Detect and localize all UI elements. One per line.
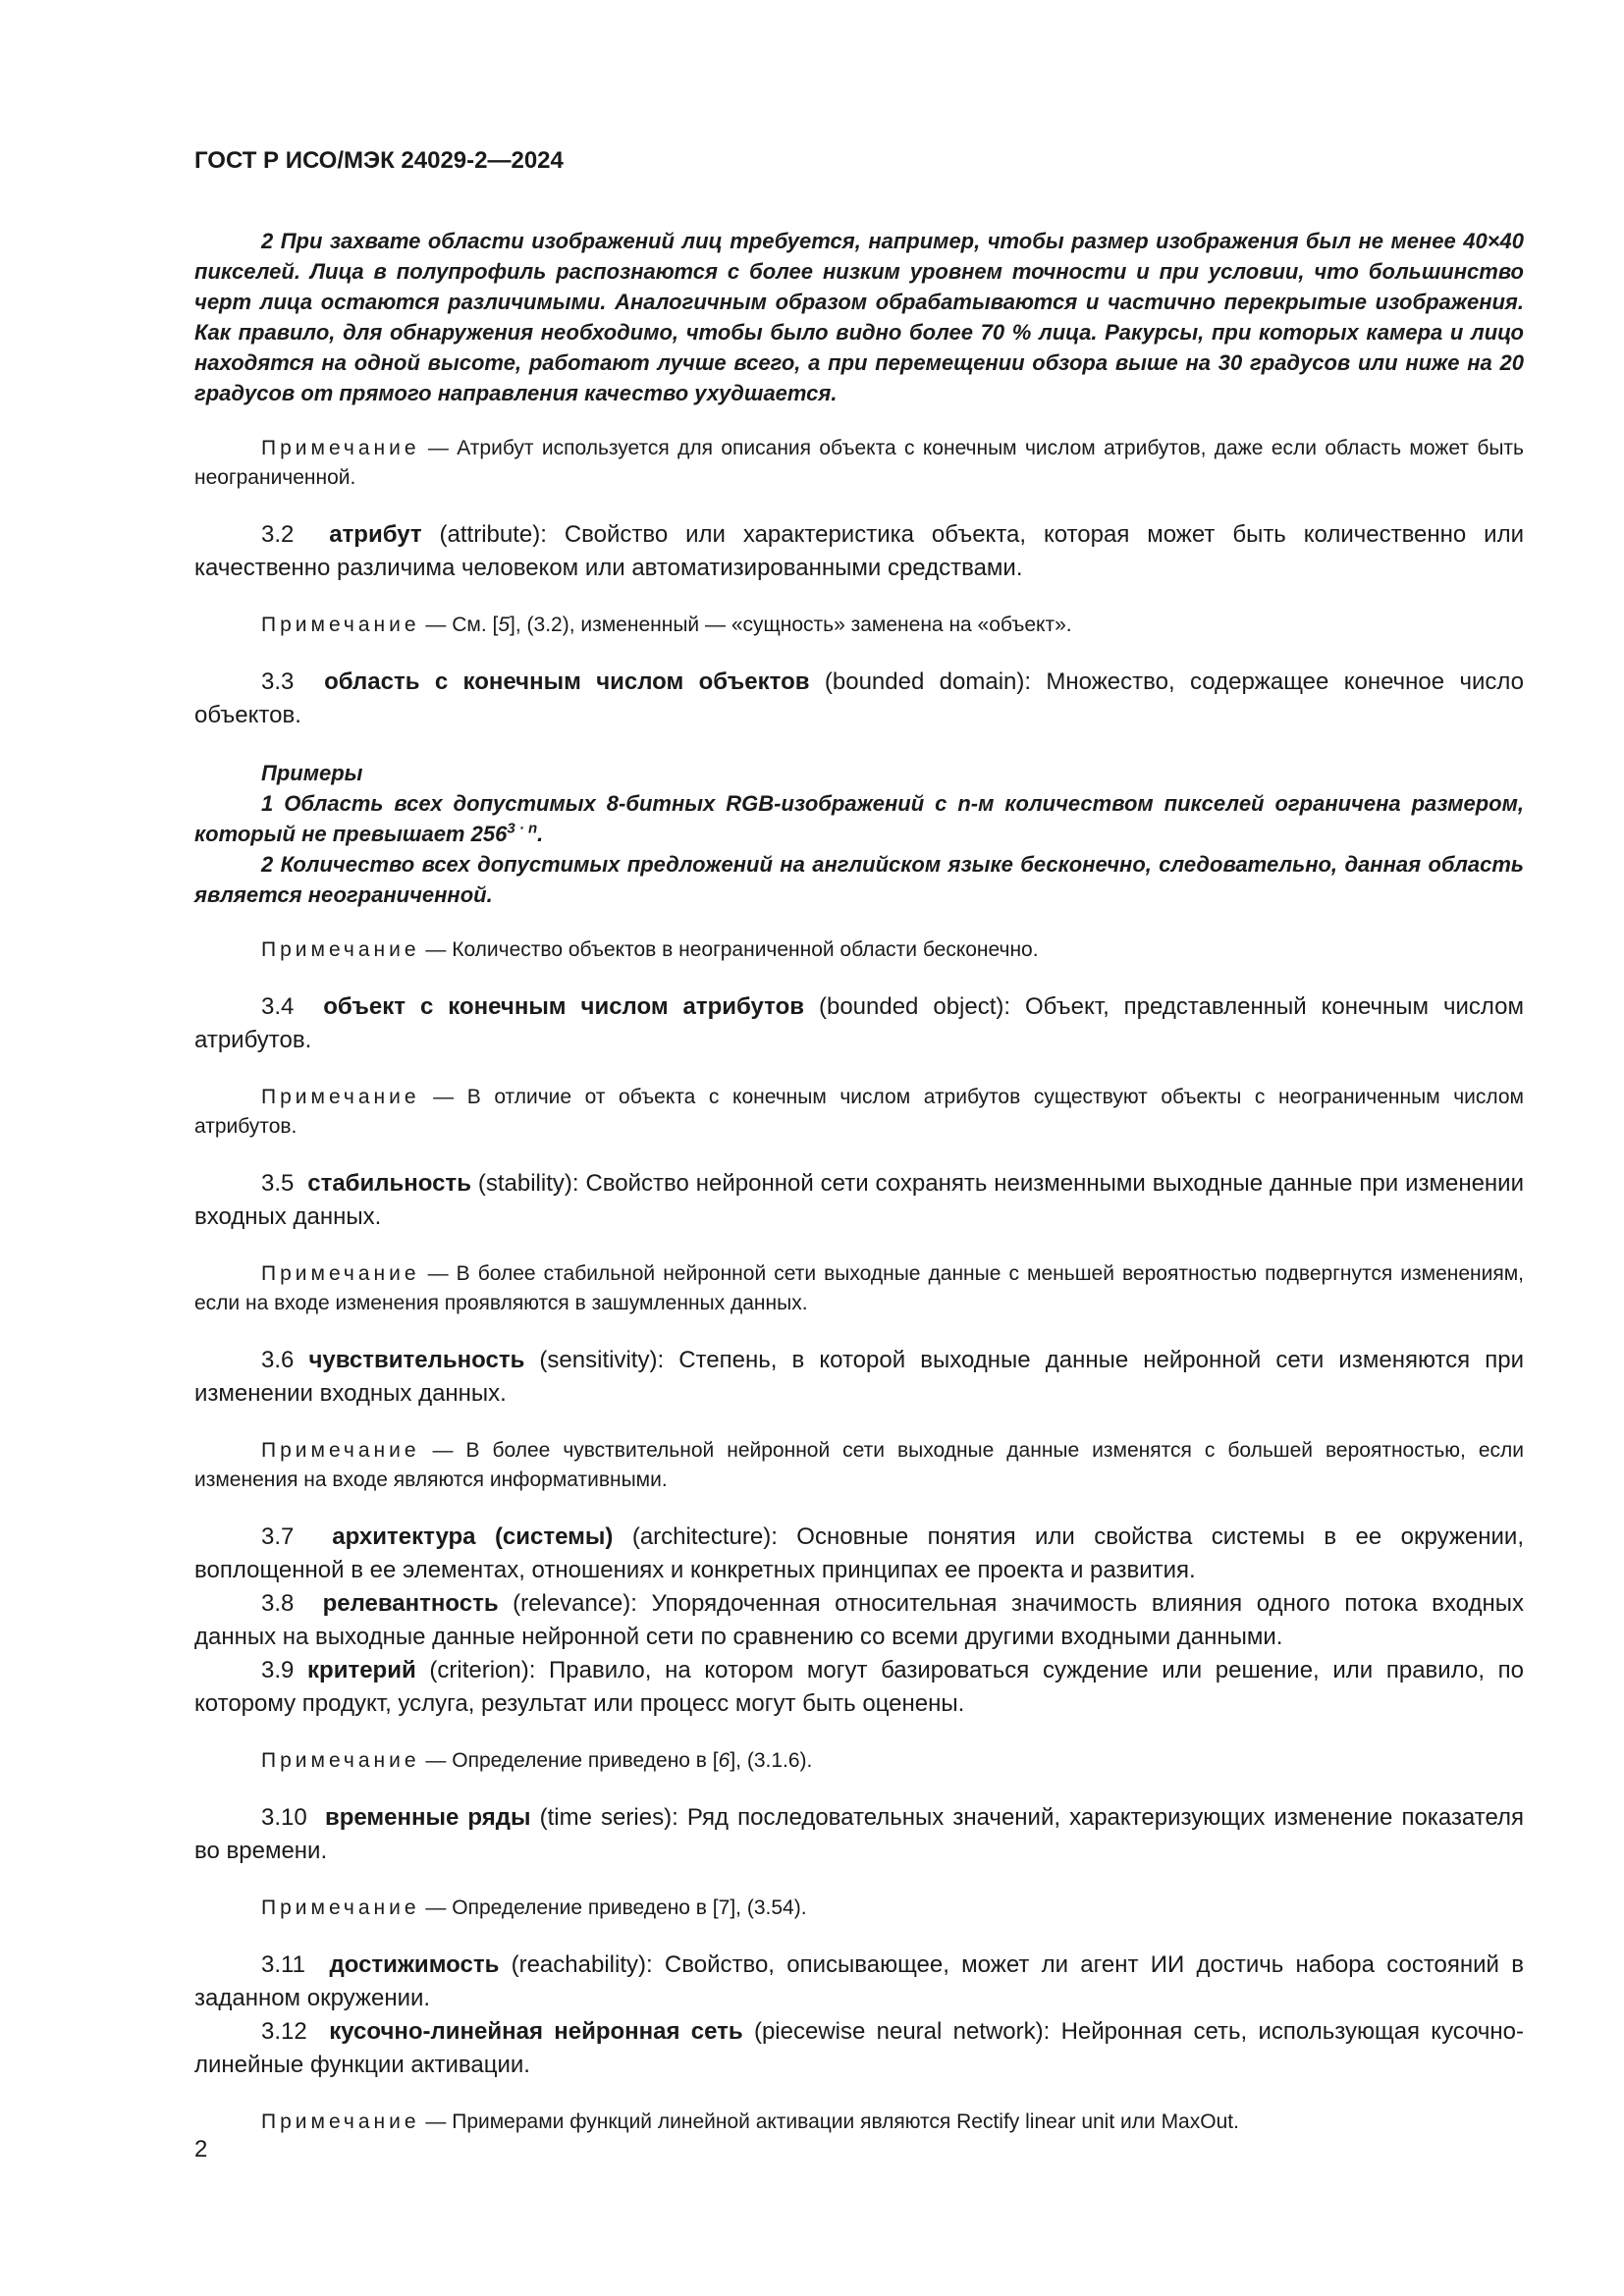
term-definition: (time series): Ряд последовательных значений, характеризующих изменение показателя во времени.: [194, 1804, 1524, 1864]
example-2: 2 Количество всех допустимых предложений на английском языке бесконечно, следовательно, данная область является неограниченной.: [194, 852, 1524, 907]
term-3-3: [194, 666, 1524, 732]
examples-heading: Примеры: [261, 761, 363, 785]
term-number: 3.7: [261, 1523, 295, 1550]
page-number: 2: [194, 2136, 208, 2163]
note-label: Примечание: [261, 1896, 420, 1919]
term-3-10: [194, 1801, 1524, 1868]
note-attribute-usage: Примечание — Атрибут используется для описания объекта с конечным числом атрибутов, даже если область может быть неограниченной.: [194, 437, 1524, 489]
term-3-7: [194, 1521, 1524, 1587]
intro-example: 2 При захвате области изображений лиц требуется, например, чтобы размер изображения был не менее 40×40 пикселей. Лица в полупрофиль распознаются с более низким уровнем точности и при условии, что большинство черт лица остаются различимыми. Аналогичным образом обрабатываются и частично перекрытые изображения. Как правило, для обнаружения необходимо, чтобы было видно более 70 % лица. Ракурсы, при которых камера и лицо находятся на одной высоте, работают лучше всего, а при перемещении обзора выше на 30 градусов или ниже на 20 градусов от прямого направления качество ухудшается.: [194, 229, 1524, 405]
term-3-2: [194, 518, 1524, 585]
term-number: 3.2: [261, 521, 295, 548]
term-number: 3.11: [261, 1951, 305, 1978]
term-name: релевантность: [322, 1590, 499, 1617]
term-definition: (piecewise neural network): Нейронная сеть, использующая кусочно-линейные функции активации.: [194, 2018, 1524, 2078]
term-3-12: [194, 2015, 1524, 2082]
note-label: Примечание: [261, 1439, 420, 1462]
term-name: временные ряды: [324, 1804, 531, 1831]
term-number: 3.10: [261, 1804, 307, 1831]
term-definition: (stability): Свойство нейронной сети сохранять неизменными выходные данные при изменении входных данных.: [194, 1170, 1524, 1230]
term-definition: (architecture): Основные понятия или свойства системы в ее окружении, воплощенной в ее элементах, отношениях и конкретных принципах ее проекта и развития.: [194, 1523, 1524, 1583]
term-number: 3.3: [261, 668, 295, 695]
term-3-8: [194, 1587, 1524, 1654]
document-header: ГОСТ Р ИСО/МЭК 24029-2—2024: [194, 147, 564, 174]
term-name: архитектура (системы): [332, 1523, 614, 1550]
document-page: [194, 147, 1524, 2137]
term-name: достижимость: [329, 1951, 500, 1978]
term-definition: (relevance): Упорядоченная относительная значимость влияния одного потока входных данных на выходные данные нейронной сети по сравнению со всеми другими входными данными.: [194, 1590, 1524, 1650]
reference-link: 6: [718, 1749, 731, 1772]
note-label: Примечание: [261, 1749, 420, 1772]
term-3-11: [194, 1949, 1524, 2015]
term-3-6: [194, 1344, 1524, 1411]
reference-link: 5: [498, 614, 511, 636]
term-name: критерий: [307, 1657, 416, 1683]
reference-link: 7: [718, 1896, 731, 1919]
note-3-12: Примечание — Примерами функций линейной активации являются Rectify linear unit или MaxOut.: [261, 2110, 1239, 2133]
note-3-9: Примечание — Определение приведено в [6], (3.1.6).: [261, 1749, 813, 1772]
term-name: стабильность: [307, 1170, 471, 1197]
term-definition: (bounded domain): Множество, содержащее конечное число объектов.: [194, 668, 1525, 728]
term-3-9: [194, 1654, 1524, 1721]
term-definition: (bounded object): Объект, представленный конечным числом атрибутов.: [194, 993, 1524, 1053]
example-1: 1 Область всех допустимых 8-битных RGB-изображений с n-м количеством пикселей ограничена размером, который не превышает $256^{3 \cdot n}$.: [194, 791, 1524, 846]
term-name: объект с конечным числом атрибутов: [323, 993, 805, 1020]
note-label: Примечание: [261, 614, 420, 636]
term-3-4: [194, 990, 1524, 1057]
exponent: 3 · n: [507, 820, 538, 837]
term-number: 3.8: [261, 1590, 295, 1617]
term-name: кусочно-линейная нейронная сеть: [329, 2018, 743, 2045]
note-label: Примечание: [261, 1262, 420, 1285]
note-label: Примечание: [261, 2110, 420, 2133]
term-number: 3.6: [261, 1347, 295, 1373]
note-3-5: Примечание — В более стабильной нейронной сети выходные данные с меньшей вероятностью подвергнутся изменениям, если на входе изменения проявляются в зашумленных данных.: [194, 1262, 1524, 1314]
note-3-6: Примечание — В более чувствительной нейронной сети выходные данные изменятся с большей вероятностью, если изменения на входе являются информативными.: [194, 1439, 1524, 1491]
term-definition: (sensitivity): Степень, в которой выходные данные нейронной сети изменяются при изменении входных данных.: [194, 1347, 1524, 1407]
term-number: 3.4: [261, 993, 295, 1020]
term-name: атрибут: [329, 521, 422, 548]
term-number: 3.9: [261, 1657, 295, 1683]
note-3-2: Примечание — См. [5], (3.2), измененный — «сущность» заменена на «объект».: [261, 614, 1072, 636]
term-number: 3.5: [261, 1170, 295, 1197]
note-label: Примечание: [261, 1086, 420, 1108]
term-number: 3.12: [261, 2018, 307, 2045]
note-3-10: Примечание — Определение приведено в [7], (3.54).: [261, 1896, 807, 1919]
note-label: Примечание: [261, 437, 420, 459]
note-3-4: Примечание — В отличие от объекта с конечным числом атрибутов существуют объекты с неограниченным числом атрибутов.: [194, 1086, 1524, 1138]
term-3-5: [194, 1167, 1524, 1234]
term-definition: (reachability): Свойство, описывающее, может ли агент ИИ достичь набора состояний в заданном окружении.: [194, 1951, 1524, 2011]
term-name: чувствительность: [308, 1347, 525, 1373]
note-3-3: Примечание — Количество объектов в неограниченной области бесконечно.: [261, 938, 1039, 961]
term-definition: (criterion): Правило, на котором могут базироваться суждение или решение, или правило, по которому продукт, услуга, результат или процесс могут быть оценены.: [194, 1657, 1524, 1717]
term-name: область с конечным числом объектов: [324, 668, 810, 695]
term-definition: (attribute): Свойство или характеристика объекта, которая может быть количественно или качественно различима человеком или автоматизированными средствами.: [194, 521, 1524, 581]
note-label: Примечание: [261, 938, 420, 961]
